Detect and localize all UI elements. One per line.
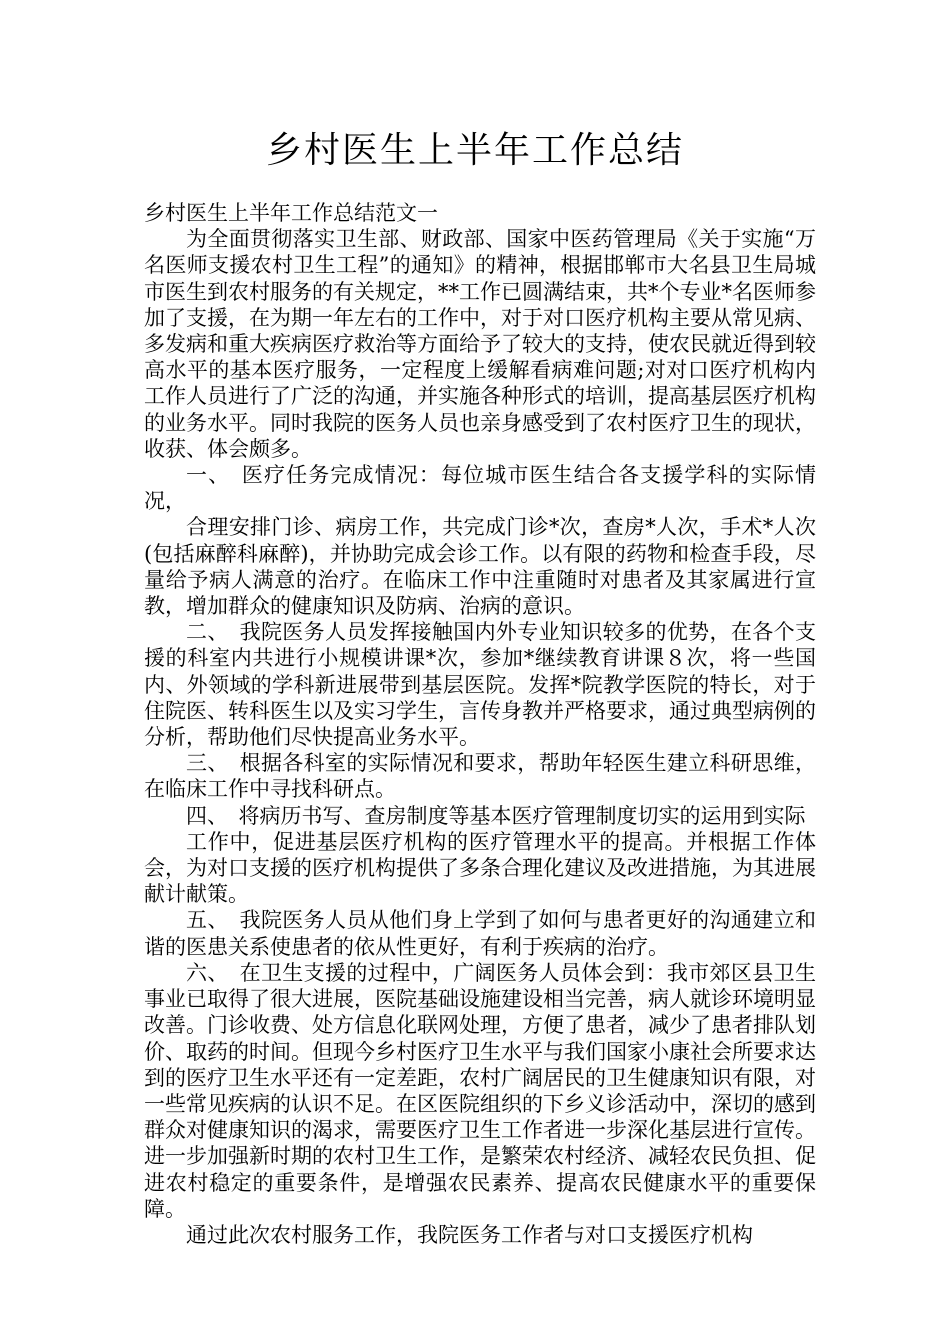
- paragraph-intro: 为全面贯彻落实卫生部、财政部、国家中医药管理局《关于实施“万名医师支援农村卫生工程”的通知》的精神，根据邯郸市大名县卫生局城市医生到农村服务的有关规定，**工作已圆满结束，共*个专业*名医师参加了支援，在为期一年左右的工作中，对于对口医疗机构主要从常见病、多发病和重大疾病医疗救治等方面给予了较大的支持，使农民就近得到较高水平的基本医疗服务，一定程度上缓解看病难问题;对对口医疗机构内工作人员进行了广泛的沟通，并实施各种形式的培训，提高基层医疗机构的业务水平。同时我院的医务人员也亲身感受到了农村医疗卫生的现状，收获、体会颇多。: [144, 227, 816, 461]
- paragraph-section-5: 五、 我院医务人员从他们身上学到了如何与患者更好的沟通建立和谐的医患关系使患者的依从性更好，有利于疾病的治疗。: [144, 908, 816, 959]
- paragraph-section-3: 三、 根据各科室的实际情况和要求，帮助年轻医生建立科研思维，在临床工作中寻找科研点。: [144, 751, 816, 802]
- document-subtitle: 乡村医生上半年工作总结范文一: [144, 201, 438, 225]
- paragraph-section-4-body: 工作中，促进基层医疗机构的医疗管理水平的提高。并根据工作体会，为对口支援的医疗机构提供了多条合理化建议及改进措施，为其进展献计献策。: [144, 829, 816, 907]
- paragraph-section-4-heading: 四、 将病历书写、查房制度等基本医疗管理制度切实的运用到实际: [186, 803, 806, 828]
- paragraph-section-6: 六、 在卫生支援的过程中，广阔医务人员体会到：我市郊区县卫生事业已取得了很大进展，医院基础设施建设相当完善，病人就诊环境明显改善。门诊收费、处方信息化联网处理，方便了患者，减少了患者排队划价、取药的时间。但现今乡村医疗卫生水平与我们国家小康社会所要求达到的医疗卫生水平还有一定差距，农村广阔居民的卫生健康知识有限，对一些常见疾病的认识不足。在区医院组织的下乡义诊活动中，深切的感到群众对健康知识的渴求，需要医疗卫生工作者进一步深化基层进行宣传。进一步加强新时期的农村卫生工作，是繁荣农村经济、减轻农民负担、促进农村稳定的重要条件，是增强农民素养、提高农民健康水平的重要保障。: [144, 960, 816, 1221]
- paragraph-section-1-body: 合理安排门诊、病房工作，共完成门诊*次，查房*人次，手术*人次(包括麻醉科麻醉)，并协助完成会诊工作。以有限的药物和检查手段，尽量给予病人满意的治疗。在临床工作中注重随时对患者及其家属进行宣教，增加群众的健康知识及防病、治病的意识。: [144, 515, 816, 619]
- paragraph-section-1-heading: 一、 医疗任务完成情况：每位城市医生结合各支援学科的实际情况，: [144, 463, 816, 514]
- document-title: 乡村医生上半年工作总结: [265, 130, 684, 171]
- document-body: [144, 200, 816, 1248]
- paragraph-section-2: 二、 我院医务人员发挥接触国内外专业知识较多的优势，在各个支援的科室内共进行小规模讲课*次，参加*继续教育讲课８次，将一些国内、外领域的学科新进展带到基层医院。发挥*院教学医院的特长，对于住院医、转科医生以及实习学生，言传身教并严格要求，通过典型病例的分析，帮助他们尽快提高业务水平。: [144, 620, 816, 750]
- paragraph-closing: 通过此次农村服务工作，我院医务工作者与对口支援医疗机构: [186, 1222, 753, 1247]
